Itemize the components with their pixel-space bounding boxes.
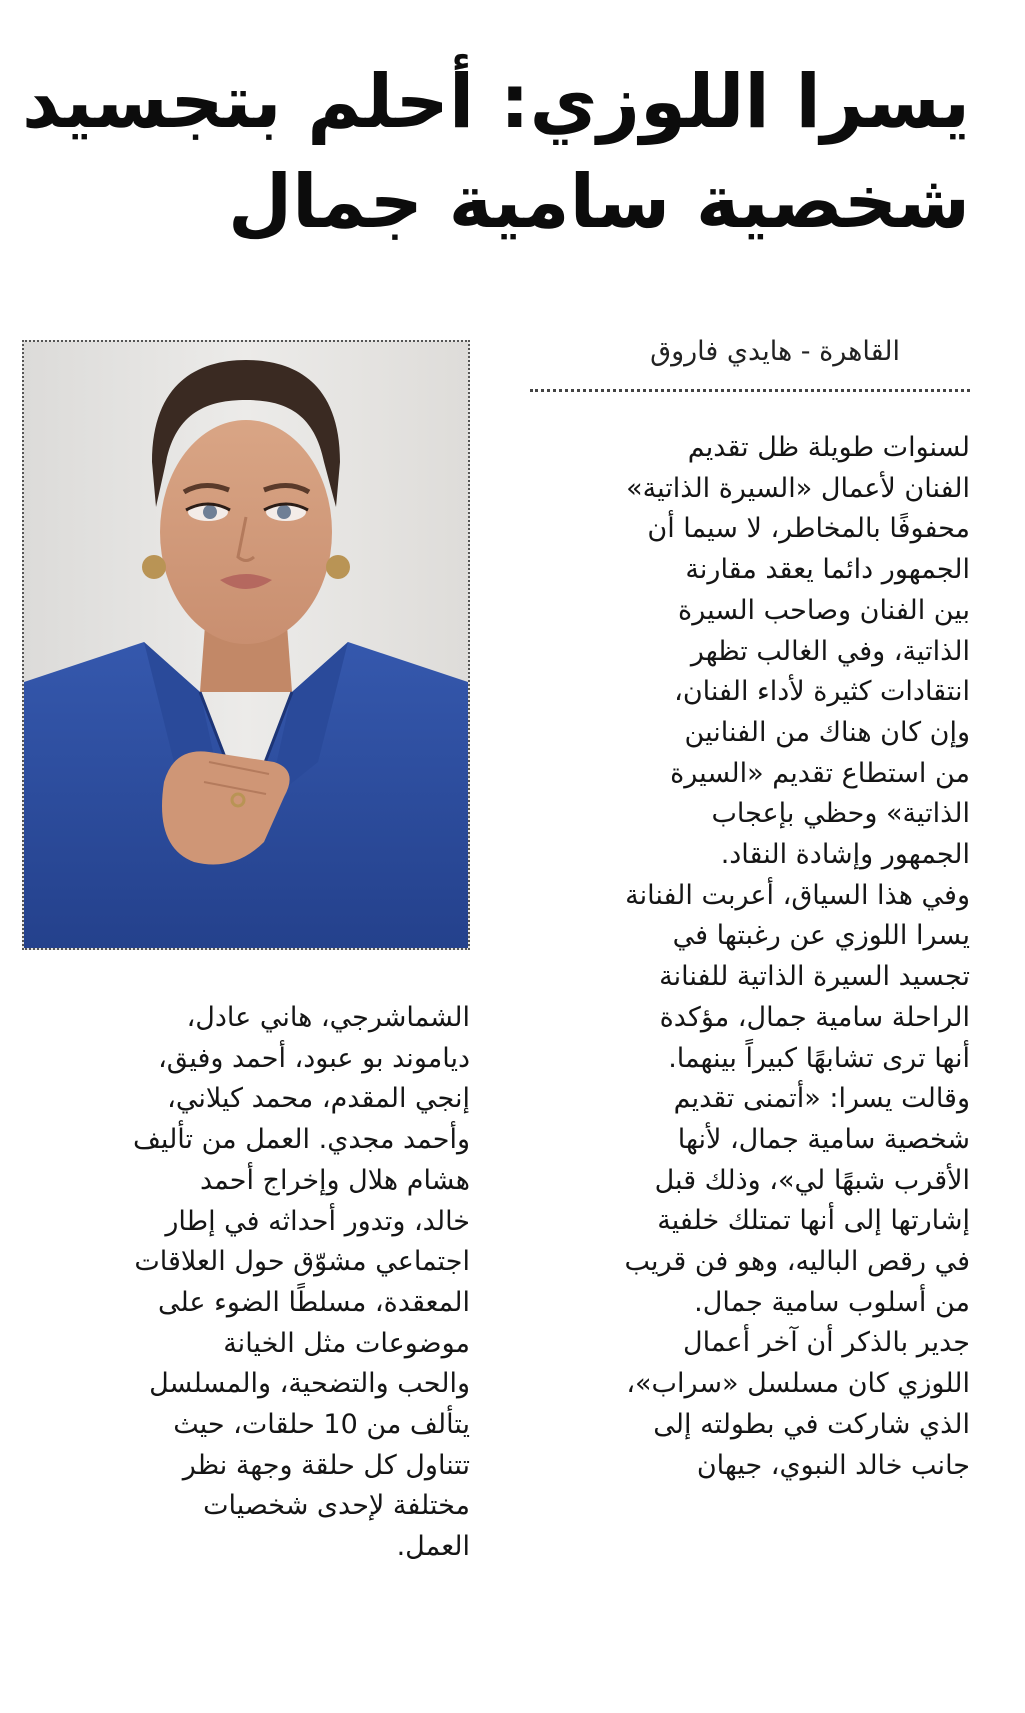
body-line: الشماشرجي، هاني عادل، <box>186 1002 470 1033</box>
body-line: هشام هلال وإخراج أحمد <box>199 1164 470 1196</box>
article-body-right-column <box>530 428 970 1486</box>
body-line: انتقادات كثيرة لأداء الفنان، <box>674 676 970 708</box>
body-line: دياموند بو عبود، أحمد وفيق، <box>158 1042 470 1074</box>
body-line: والحب والتضحية، والمسلسل <box>149 1368 470 1400</box>
body-line: لسنوات طويلة ظل تقديم <box>687 432 970 463</box>
body-line: الجمهور وإشادة النقاد. <box>720 839 970 871</box>
body-line: وقالت يسرا: «أتمنى تقديم <box>673 1083 970 1115</box>
article-photo <box>22 340 470 950</box>
portrait-image <box>24 342 468 948</box>
body-line: إنجي المقدم، محمد كيلاني، <box>167 1083 470 1115</box>
headline-line-2: شخصية سامية جمال <box>227 159 970 245</box>
body-line: الذاتية، وفي الغالب تظهر <box>690 635 970 667</box>
headline-line-1: يسرا اللوزي: أحلم بتجسيد <box>21 59 970 145</box>
body-line: من أسلوب سامية جمال. <box>694 1286 970 1318</box>
body-line: وأحمد مجدي. العمل من تأليف <box>132 1124 470 1156</box>
body-line: وإن كان هناك من الفنانين <box>684 716 970 748</box>
body-line: أنها ترى تشابهًا كبيراً بينهما. <box>668 1042 970 1074</box>
body-line: خالد، وتدور أحداثه في إطار <box>165 1205 470 1237</box>
byline-divider <box>530 389 970 392</box>
body-line: موضوعات مثل الخيانة <box>223 1327 470 1359</box>
body-line: المعقدة، مسلطًا الضوء على <box>157 1286 470 1318</box>
body-line: يسرا اللوزي عن رغبتها في <box>672 920 970 952</box>
body-line: الجمهور دائما يعقد مقارنة <box>685 554 970 586</box>
body-line: جدير بالذكر أن آخر أعمال <box>683 1327 970 1359</box>
body-line: العمل. <box>396 1531 470 1563</box>
body-line: الذاتية» وحظي بإعجاب <box>711 798 970 830</box>
article-body-left-column <box>22 998 470 1568</box>
body-line: محفوفًا بالمخاطر، لا سيما أن <box>647 513 970 545</box>
body-line: إشارتها إلى أنها تمتلك خلفية <box>657 1205 970 1237</box>
body-line: تجسيد السيرة الذاتية للفنانة <box>659 961 970 993</box>
body-line: مختلفة لإحدى شخصيات <box>203 1490 470 1522</box>
body-line: من استطاع تقديم «السيرة <box>670 757 970 789</box>
byline: القاهرة - هايدي فاروق <box>650 336 900 367</box>
body-line: الراحلة سامية جمال، مؤكدة <box>659 1001 970 1033</box>
body-line: الذي شاركت في بطولته إلى <box>653 1408 970 1440</box>
article-headline <box>21 52 970 252</box>
body-line: شخصية سامية جمال، لأنها <box>677 1123 970 1155</box>
body-line: اللوزي كان مسلسل «سراب»، <box>626 1368 970 1400</box>
body-line: الفنان لأعمال «السيرة الذاتية» <box>626 472 970 504</box>
body-line: يتألف من 10 حلقات، حيث <box>173 1409 470 1441</box>
body-line: بين الفنان وصاحب السيرة <box>678 594 970 626</box>
body-line: اجتماعي مشوّق حول العلاقات <box>134 1246 470 1278</box>
body-line: تتناول كل حلقة وجهة نظر <box>182 1449 470 1481</box>
body-line: الأقرب شبهًا لي»، وذلك قبل <box>654 1164 970 1196</box>
body-line: في رقص الباليه، وهو فن قريب <box>624 1246 970 1278</box>
body-line: وفي هذا السياق، أعربت الفنانة <box>625 879 970 911</box>
body-line: جانب خالد النبوي، جيهان <box>696 1449 970 1481</box>
